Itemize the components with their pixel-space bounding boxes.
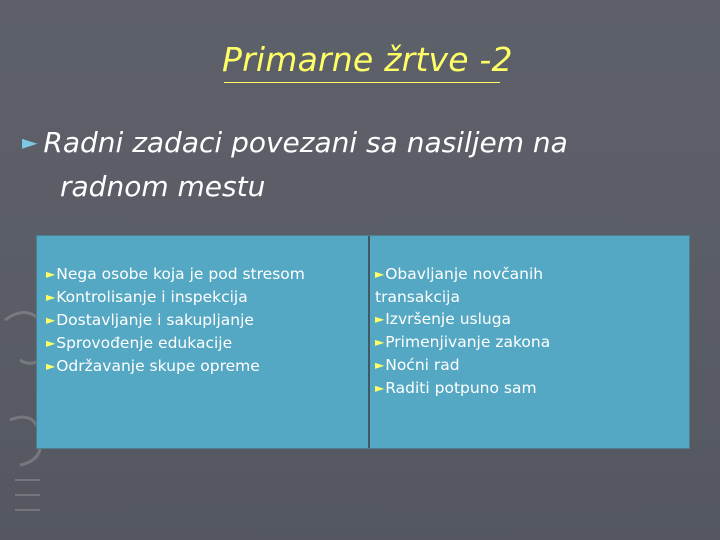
arrow-bullet-icon: ► xyxy=(22,130,38,154)
arrow-bullet-icon: ► xyxy=(375,358,385,372)
list-item xyxy=(375,354,689,377)
list-item-text: Kontrolisanje i inspekcija xyxy=(56,288,248,306)
main-bullet-line1: Radni zadaci povezani sa nasiljem na xyxy=(43,126,568,159)
list-item xyxy=(375,331,689,354)
table-cell-left xyxy=(37,236,370,448)
arrow-bullet-icon: ► xyxy=(46,313,56,327)
list-item xyxy=(46,309,368,332)
list-item xyxy=(375,263,689,286)
list-item-continuation xyxy=(375,286,689,308)
slide-title: Primarne žrtve -2 xyxy=(222,40,513,79)
arrow-bullet-icon: ► xyxy=(46,359,56,373)
arrow-bullet-icon: ► xyxy=(375,381,385,395)
list-item xyxy=(46,332,368,355)
arrow-bullet-icon: ► xyxy=(375,335,385,349)
list-item-text: Primenjivanje zakona xyxy=(385,333,551,351)
arrow-bullet-icon: ► xyxy=(46,290,56,304)
table-cell-right xyxy=(370,236,689,448)
arrow-bullet-icon: ► xyxy=(46,336,56,350)
list-item-text: Održavanje skupe opreme xyxy=(56,357,260,375)
list-item-text: Dostavljanje i sakupljanje xyxy=(56,311,254,329)
arrow-bullet-icon: ► xyxy=(375,267,385,281)
main-bullet xyxy=(22,122,682,208)
title-underline xyxy=(224,82,500,83)
arrow-bullet-icon: ► xyxy=(375,312,385,326)
list-item-text: transakcija xyxy=(375,288,460,306)
list-item-text: Sprovođenje edukacije xyxy=(56,334,233,352)
list-item xyxy=(46,355,368,378)
list-item-text: Nega osobe koja je pod stresom xyxy=(56,265,305,283)
arrow-bullet-icon: ► xyxy=(46,267,56,281)
list-item xyxy=(46,263,368,286)
main-bullet-line2: radnom mestu xyxy=(60,170,266,203)
list-item-text: Raditi potpuno sam xyxy=(385,379,537,397)
list-item-text: Noćni rad xyxy=(385,356,460,374)
list-item-text: Izvršenje usluga xyxy=(385,310,512,328)
list-item-text: Obavljanje novčanih xyxy=(385,265,544,283)
list-item xyxy=(375,308,689,331)
list-item xyxy=(46,286,368,309)
list-item xyxy=(375,377,689,400)
content-table xyxy=(36,235,690,449)
